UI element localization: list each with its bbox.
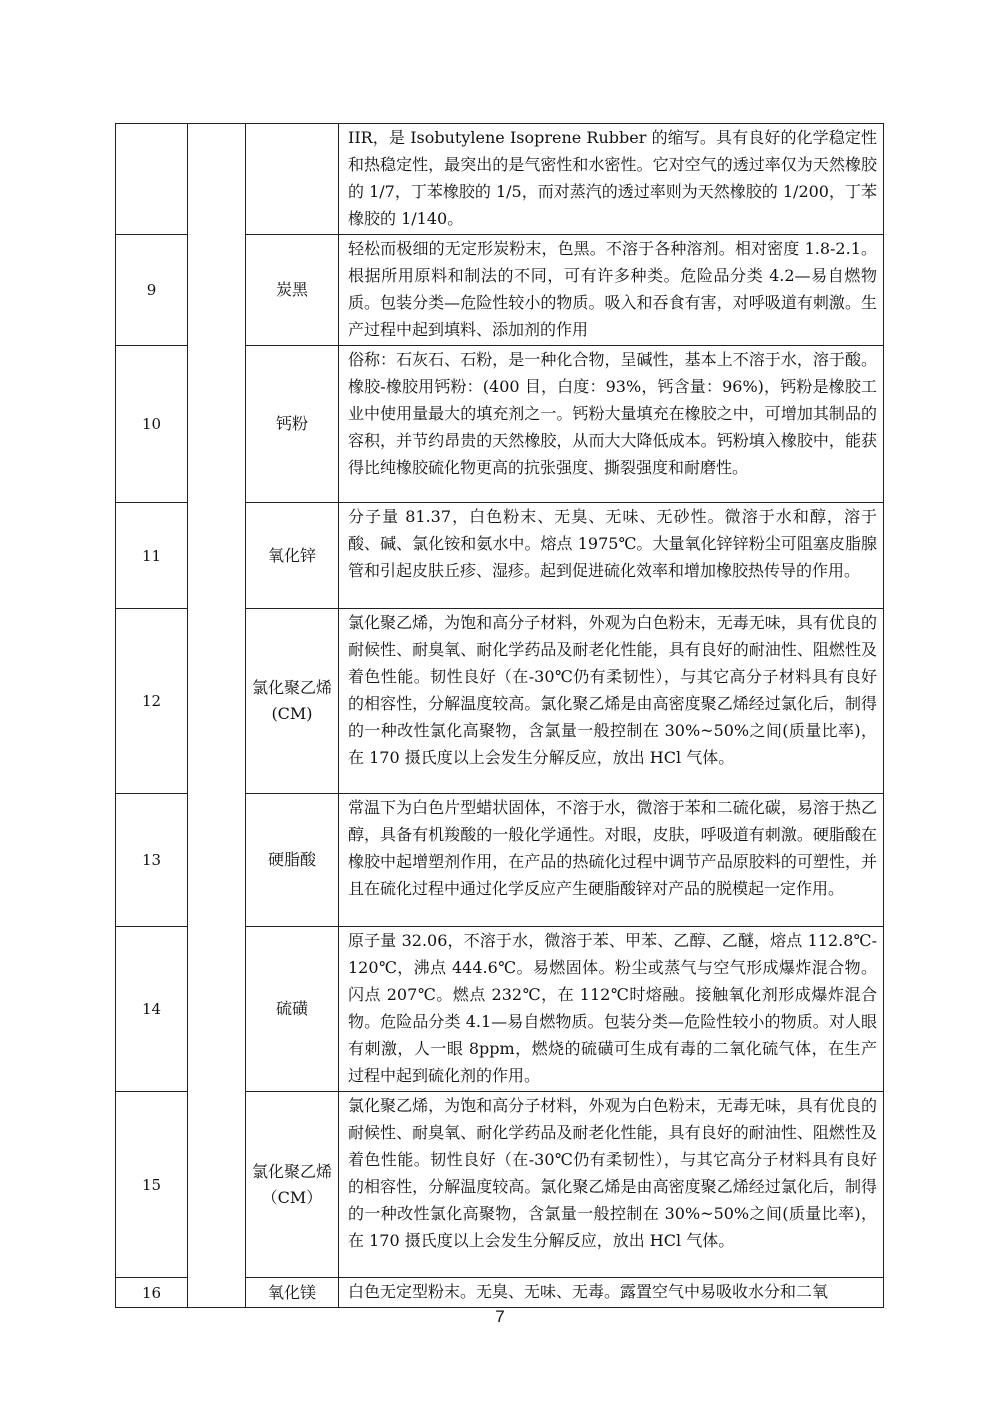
material-name: 钙粉 <box>246 346 339 503</box>
material-description: 常温下为白色片型蜡状固体，不溶于水，微溶于苯和二硫化碳，易溶于热乙醇，具备有机羧酸的一般化学通性。对眼，皮肤，呼吸道有刺激。硬脂酸在橡胶中起增塑剂作用，在产品的热硫化过程中调节产品原胶料的可塑性，并且在硫化过程中通过化学反应产生硬脂酸锌对产品的脱模起一定作用。 <box>339 794 884 927</box>
page-number: 7 <box>495 1307 505 1326</box>
material-name: 氧化锌 <box>246 503 339 609</box>
material-description: IIR，是 Isobutylene Isoprene Rubber 的缩写。具有良好的化学稳定性和热稳定性，最突出的是气密性和水密性。它对空气的透过率仅为天然橡胶的 1/7，丁苯橡胶的 1/5，而对蒸汽的透过率则为天然橡胶的 1/200，丁苯橡胶的 1/140。 <box>339 124 884 235</box>
material-description: 氯化聚乙烯，为饱和高分子材料，外观为白色粉末，无毒无味，具有优良的耐候性、耐臭氧、耐化学药品及耐老化性能，具有良好的耐油性、阻燃性及着色性能。韧性良好（在-30℃仍有柔韧性），与其它高分子材料具有良好的相容性，分解温度较高。氯化聚乙烯是由高密度聚乙烯经过氯化后，制得的一种改性氯化高聚物，含氯量一般控制在 30%~50%之间(质量比率)，在 170 摄氏度以上会发生分解反应，放出 HCl 气体。 <box>339 1092 884 1278</box>
blank-merged-column <box>188 124 246 1308</box>
material-description: 俗称：石灰石、石粉，是一种化合物，呈碱性，基本上不溶于水，溶于酸。橡胶-橡胶用钙粉：(400 目，白度：93%，钙含量：96%)，钙粉是橡胶工业中使用量最大的填充剂之一。钙粉大量填充在橡胶之中，可增加其制品的容积，并节约昂贵的天然橡胶，从而大大降低成本。钙粉填入橡胶中，能获得比纯橡胶硫化物更高的抗张强度、撕裂强度和耐磨性。 <box>339 346 884 503</box>
material-description: 氯化聚乙烯，为饱和高分子材料，外观为白色粉末，无毒无味，具有优良的耐候性、耐臭氧、耐化学药品及耐老化性能，具有良好的耐油性、阻燃性及着色性能。韧性良好（在-30℃仍有柔韧性），与其它高分子材料具有良好的相容性，分解温度较高。氯化聚乙烯是由高密度聚乙烯经过氯化后，制得的一种改性氯化高聚物，含氯量一般控制在 30%~50%之间(质量比率)，在 170 摄氏度以上会发生分解反应，放出 HCl 气体。 <box>339 609 884 794</box>
material-description: 分子量 81.37，白色粉末、无臭、无味、无砂性。微溶于水和醇，溶于酸、碱、氯化铵和氨水中。熔点 1975℃。大量氧化锌锌粉尘可阻塞皮脂腺管和引起皮肤丘疹、湿疹。起到促进硫化效率和增加橡胶热传导的作用。 <box>339 503 884 609</box>
row-number: 13 <box>116 794 188 927</box>
row-number: 14 <box>116 927 188 1092</box>
material-name: 硫磺 <box>246 927 339 1092</box>
row-number <box>116 124 188 235</box>
material-description: 白色无定型粉末。无臭、无味、无毒。露置空气中易吸收水分和二氧 <box>339 1278 884 1308</box>
material-name: 氯化聚乙烯(CM) <box>246 609 339 794</box>
row-number: 16 <box>116 1278 188 1308</box>
row-number: 12 <box>116 609 188 794</box>
row-number: 11 <box>116 503 188 609</box>
material-name: 炭黑 <box>246 235 339 346</box>
material-name: 硬脂酸 <box>246 794 339 927</box>
row-number: 15 <box>116 1092 188 1278</box>
material-description: 轻松而极细的无定形炭粉末，色黑。不溶于各种溶剂。相对密度 1.8-2.1。根据所用原料和制法的不同，可有许多种类。危险品分类 4.2—易自燃物质。包装分类—危险性较小的物质。吸入和吞食有害，对呼吸道有刺激。生产过程中起到填料、添加剂的作用 <box>339 235 884 346</box>
material-name: 氯化聚乙烯（CM） <box>246 1092 339 1278</box>
material-name <box>246 124 339 235</box>
row-number: 10 <box>116 346 188 503</box>
material-name: 氧化镁 <box>246 1278 339 1308</box>
material-description: 原子量 32.06，不溶于水，微溶于苯、甲苯、乙醇、乙醚，熔点 112.8℃-120℃，沸点 444.6℃。易燃固体。粉尘或蒸气与空气形成爆炸混合物。闪点 207℃。燃点 232℃，在 112℃时熔融。接触氧化剂形成爆炸混合物。危险品分类 4.1—易自燃物质。包装分类—危险性较小的物质。对人眼有刺激，人一眼 8ppm，燃烧的硫磺可生成有毒的二氧化硫气体，在生产过程中起到硫化剂的作用。 <box>339 927 884 1092</box>
row-number: 9 <box>116 235 188 346</box>
table-row <box>116 124 884 235</box>
materials-table <box>115 123 884 1308</box>
